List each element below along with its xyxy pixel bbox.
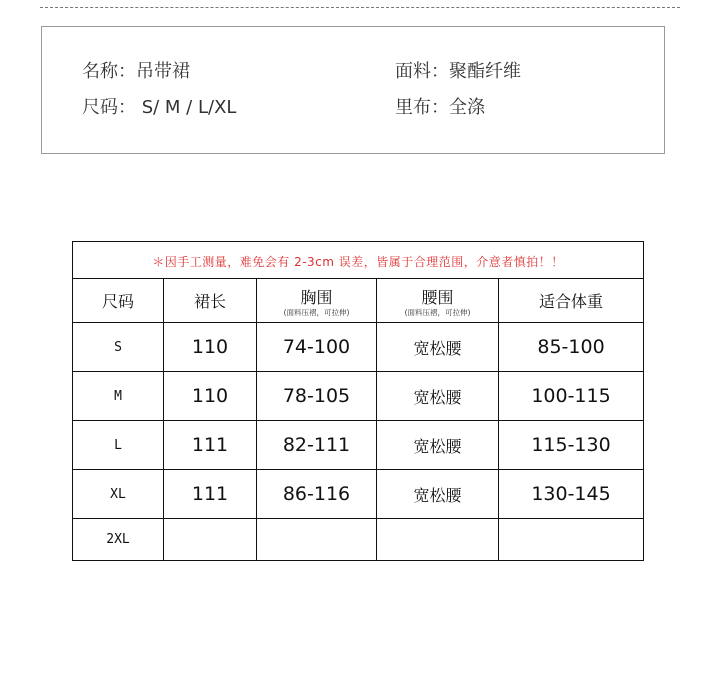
header-cell <box>499 279 644 323</box>
table-cell: 宽松腰 <box>377 323 499 372</box>
header-label: 裙长 <box>193 292 226 311</box>
table-cell: 78-105 <box>257 372 377 421</box>
table-cell: 86-116 <box>257 470 377 519</box>
header-cell <box>73 279 164 323</box>
table-cell: 115-130 <box>499 421 644 470</box>
table-cell: 2XL <box>73 519 164 561</box>
header-label: 胸围 <box>300 287 333 307</box>
header-cell <box>164 279 257 323</box>
table-cell: M <box>73 372 164 421</box>
table-cell: 85-100 <box>499 323 644 372</box>
table-cell: 82-111 <box>257 421 377 470</box>
table-note-row <box>73 242 644 279</box>
table-cell: 74-100 <box>257 323 377 372</box>
table-cell: 100-115 <box>499 372 644 421</box>
header-label: 腰围 <box>421 287 454 307</box>
product-lining: 里布：全涤 <box>395 97 485 118</box>
table-cell: L <box>73 421 164 470</box>
header-cell <box>377 279 499 323</box>
table-cell <box>377 519 499 561</box>
table-cell: 110 <box>164 323 257 372</box>
table-row <box>73 323 644 372</box>
table-row <box>73 519 644 561</box>
header-label: 尺码 <box>101 292 134 311</box>
table-cell: S <box>73 323 164 372</box>
size-chart-table <box>72 241 644 561</box>
table-cell: 111 <box>164 470 257 519</box>
product-info-box <box>41 26 665 154</box>
table-cell: 111 <box>164 421 257 470</box>
header-sublabel: (面料压褶，可拉伸) <box>283 307 350 317</box>
product-name: 名称：吊带裙 <box>82 61 190 82</box>
header-sublabel: (面料压褶，可拉伸) <box>404 307 471 317</box>
table-row <box>73 421 644 470</box>
table-cell: XL <box>73 470 164 519</box>
table-cell <box>499 519 644 561</box>
measurement-note <box>73 242 644 279</box>
top-dashed-divider <box>40 7 680 8</box>
header-cell <box>257 279 377 323</box>
table-cell: 宽松腰 <box>377 470 499 519</box>
product-sizes: 尺码： S/ M / L/XL <box>82 97 237 118</box>
table-cell: 110 <box>164 372 257 421</box>
table-row <box>73 372 644 421</box>
table-row <box>73 470 644 519</box>
table-cell: 宽松腰 <box>377 372 499 421</box>
table-cell <box>164 519 257 561</box>
table-header-row <box>73 279 644 323</box>
table-cell: 宽松腰 <box>377 421 499 470</box>
table-cell <box>257 519 377 561</box>
header-label: 适合体重 <box>539 292 604 311</box>
table-cell: 130-145 <box>499 470 644 519</box>
product-fabric: 面料：聚酯纤维 <box>395 61 521 82</box>
measurement-note-text: ＊因手工测量，难免会有 2-3cm 误差，皆属于合理范围，介意者慎拍！！ <box>152 254 564 269</box>
